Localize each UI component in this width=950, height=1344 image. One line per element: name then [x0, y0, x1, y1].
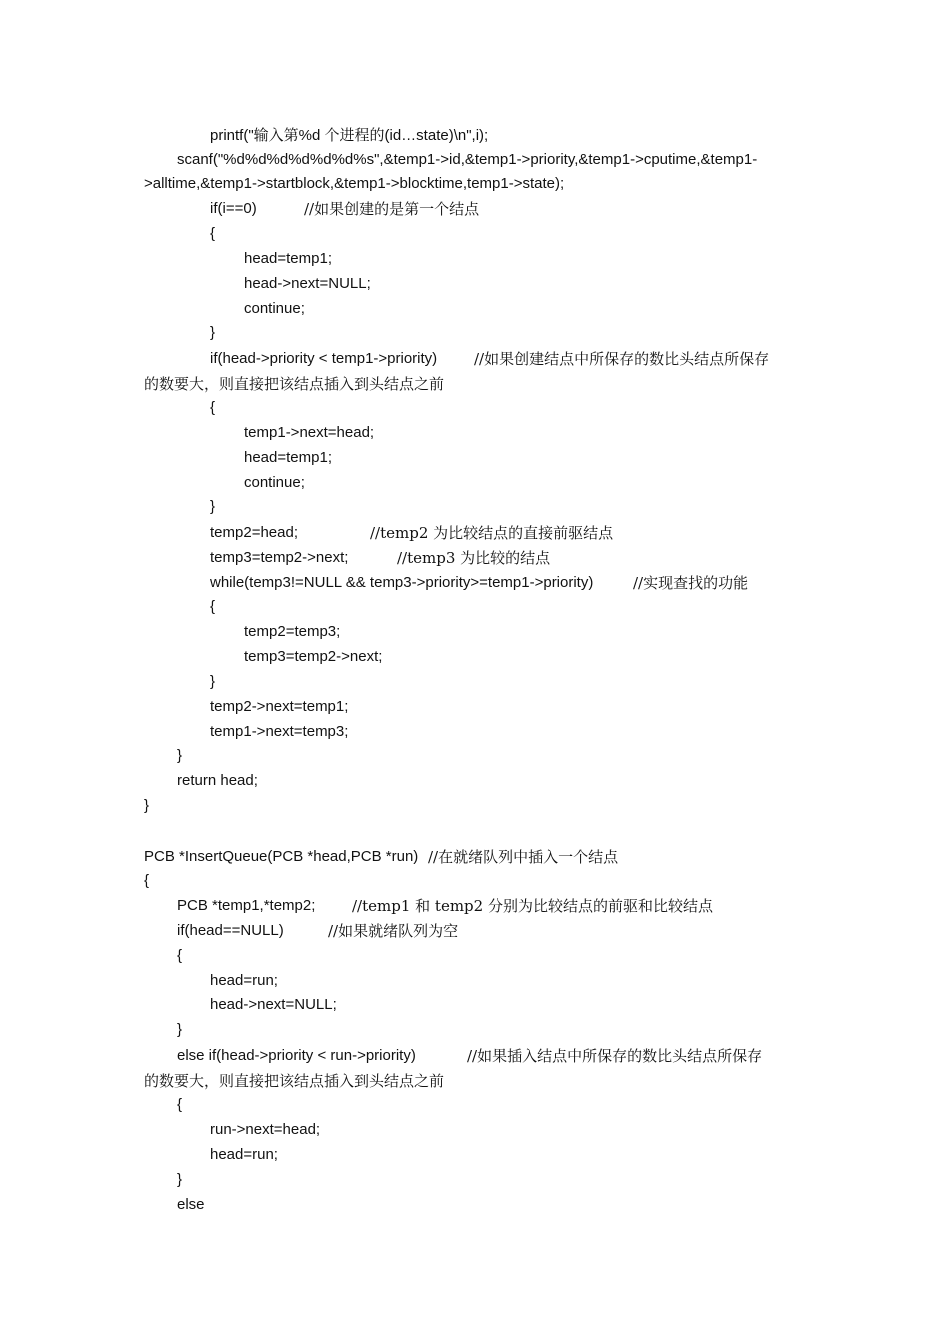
- code-line: temp1->next=temp3;: [210, 723, 349, 740]
- code-line: continue;: [244, 474, 305, 491]
- code-line: {: [210, 598, 216, 615]
- code-line: }: [210, 498, 216, 515]
- code-line: if(i==0): [210, 200, 257, 217]
- code-line: }: [177, 747, 183, 764]
- code-comment: //temp2 为比较结点的直接前驱结点: [370, 524, 614, 542]
- code-line: temp2->next=temp1;: [210, 698, 349, 715]
- code-line: temp3=temp2->next;: [244, 648, 383, 665]
- code-line: head=temp1;: [244, 250, 332, 267]
- code-line: {: [210, 399, 216, 416]
- code-line: PCB *temp1,*temp2;: [177, 897, 316, 914]
- code-line: }: [144, 797, 150, 814]
- code-comment: //实现查找的功能: [633, 574, 749, 592]
- code-comment: //如果插入结点中所保存的数比头结点所保存: [467, 1047, 763, 1065]
- code-line: }: [177, 1171, 183, 1188]
- code-line: head=temp1;: [244, 449, 332, 466]
- code-line: temp2=head;: [210, 524, 298, 541]
- code-comment: //如果就绪队列为空: [328, 922, 459, 940]
- code-line: }: [210, 324, 216, 341]
- code-line: {: [144, 872, 150, 889]
- code-line: head->next=NULL;: [244, 275, 371, 292]
- code-comment: 的数要大，则直接把该结点插入到头结点之前: [144, 375, 445, 393]
- code-line: if(head->priority < temp1->priority): [210, 350, 438, 367]
- code-line: {: [210, 225, 216, 242]
- code-line: continue;: [244, 300, 305, 317]
- code-line: else if(head->priority < run->priority): [177, 1047, 416, 1064]
- code-comment: //在就绪队列中插入一个结点: [428, 848, 619, 866]
- code-line: printf("输入第%d 个进程的(id…state)\n",i);: [210, 127, 489, 144]
- code-comment: //如果创建结点中所保存的数比头结点所保存: [474, 350, 770, 368]
- code-line: return head;: [177, 772, 258, 789]
- code-comment: //temp3 为比较的结点: [397, 549, 551, 567]
- code-line: else: [177, 1196, 205, 1213]
- code-line: temp2=temp3;: [244, 623, 341, 640]
- code-line: temp3=temp2->next;: [210, 549, 349, 566]
- code-line: head=run;: [210, 972, 278, 989]
- code-comment: //如果创建的是第一个结点: [304, 200, 480, 218]
- code-line: {: [177, 1096, 183, 1113]
- code-line: {: [177, 947, 183, 964]
- code-line: head->next=NULL;: [210, 996, 337, 1013]
- code-line: }: [210, 673, 216, 690]
- code-line: }: [177, 1021, 183, 1038]
- code-line: if(head==NULL): [177, 922, 284, 939]
- code-line: temp1->next=head;: [244, 424, 375, 441]
- code-line: while(temp3!=NULL && temp3->priority>=temp1->priority): [210, 574, 594, 591]
- code-line: scanf("%d%d%d%d%d%d%s",&temp1->id,&temp1->priority,&temp1->cputime,&temp1-: [177, 151, 758, 168]
- code-line: >alltime,&temp1->startblock,&temp1->blocktime,temp1->state);: [144, 175, 565, 192]
- code-comment: //temp1 和 temp2 分别为比较结点的前驱和比较结点: [352, 897, 713, 915]
- code-line: head=run;: [210, 1146, 278, 1163]
- code-line: run->next=head;: [210, 1121, 321, 1138]
- code-line: PCB *InsertQueue(PCB *head,PCB *run): [144, 848, 419, 865]
- code-comment: 的数要大，则直接把该结点插入到头结点之前: [144, 1072, 445, 1090]
